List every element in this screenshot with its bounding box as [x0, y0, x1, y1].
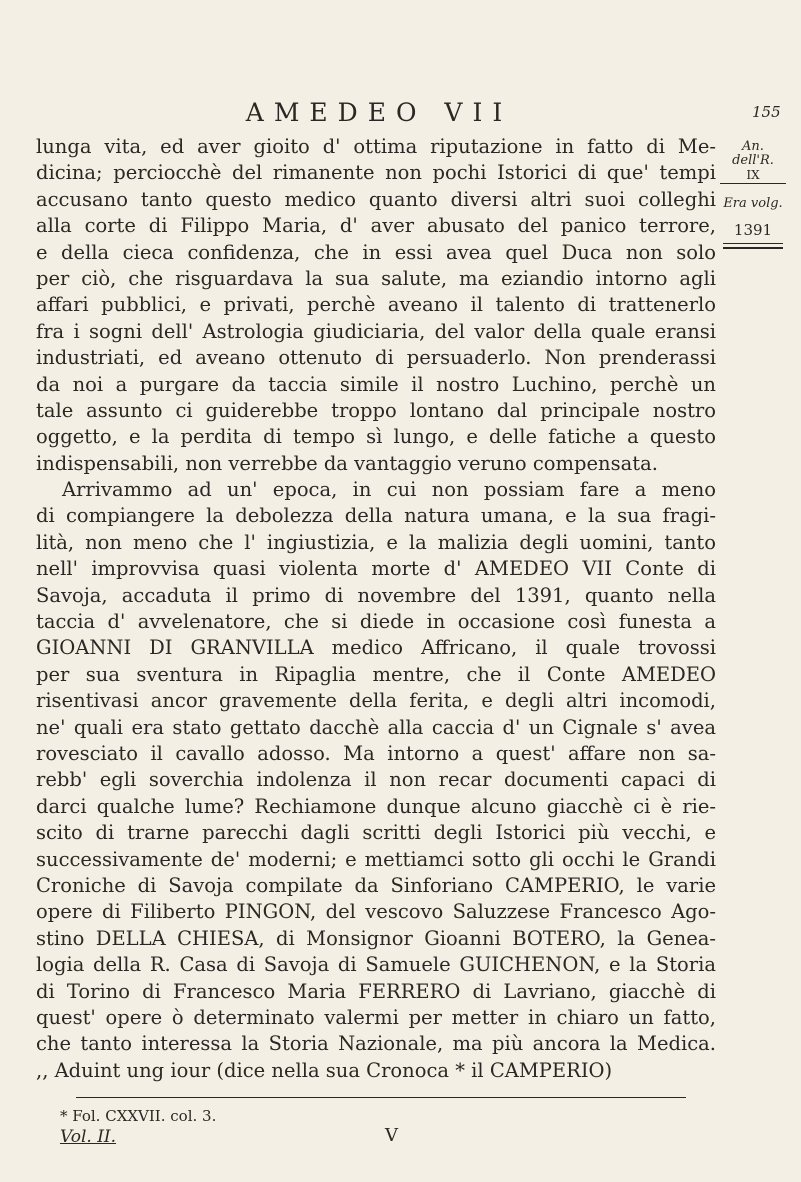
footnote-divider — [76, 1097, 686, 1098]
text-line: ,, Aduint ung iour (dice nella sua Cronoca * il CAMPERIO) — [36, 1058, 613, 1082]
text-line: lità, non meno che l' ingiustizia, e la malizia degli uomini, tanto — [36, 530, 716, 554]
text-line: oggetto, e la perdita di tempo sì lungo, e delle fatiche a questo — [36, 425, 716, 449]
text-line: scito di trarne parecchi dagli scritti degli Istorici più vecchi, e — [36, 821, 716, 845]
margin-note-rule — [723, 243, 783, 249]
margin-note-year: 1391 — [733, 221, 773, 239]
text-line: nell' improvvisa quasi violenta morte d' AMEDEO VII Conte di — [36, 557, 716, 581]
text-line: per sua sventura in Ripaglia mentre, che il Conte AMEDEO — [36, 662, 716, 686]
text-line: opere di Filiberto PINGON, del vescovo Saluzzese Francesco Ago- — [36, 900, 716, 924]
text-line: GIOANNI DI GRANVILLA medico Affricano, il quale trovossi — [36, 636, 716, 660]
text-line: di compiangere la debolezza della natura umana, e la sua fragi- — [36, 504, 716, 528]
gathering-signature-mark: V — [385, 1125, 398, 1146]
text-line: successivamente de' moderni; e mettiamci sotto gli occhi le Grandi — [36, 847, 716, 871]
text-line: stino DELLA CHIESA, di Monsignor Gioanni BOTERO, la Genea- — [36, 926, 716, 950]
text-line: per ciò, che risguardava la sua salute, ma eziandio intorno agli — [36, 266, 716, 290]
running-header-title: AMEDEO VII — [245, 98, 513, 127]
footnote: * Fol. CXXVII. col. 3. — [60, 1107, 217, 1125]
margin-note-year-of-reign-label: An. dell'R. — [732, 139, 774, 168]
text-line: rebb' egli soverchia indolenza il non recar documenti capaci di — [36, 768, 716, 792]
text-line: Savoja, accaduta il primo di novembre del 1391, quanto nella — [36, 583, 716, 607]
body-text — [36, 134, 716, 1084]
text-line: quest' opere ò determinato valermi per metter in chiaro un fatto, — [36, 1005, 716, 1029]
text-line: tale assunto ci guiderebbe troppo lontano dal principale nostro — [36, 398, 716, 422]
text-line: taccia d' avvelenatore, che si diede in occasione così funesta a — [36, 610, 716, 634]
page-number: 155 — [752, 103, 781, 121]
text-line: ne' quali era stato gettato dacchè alla caccia d' un Cignale s' avea — [36, 715, 716, 739]
text-line: da noi a purgare da taccia simile il nostro Luchino, perchè un — [36, 372, 716, 396]
text-line: logia della R. Casa di Savoja di Samuele GUICHENON, e la Storia — [36, 953, 716, 977]
text-line: lunga vita, ed aver gioito d' ottima riputazione in fatto di Me- — [36, 135, 716, 158]
text-line: che tanto interessa la Storia Nazionale, ma più ancora la Medica. — [36, 1032, 716, 1056]
text-line: indispensabili, non verrebbe da vantaggio veruno compensata. — [36, 451, 658, 475]
text-line: risentivasi ancor gravemente della ferita, e degli altri incomodi, — [36, 689, 716, 713]
volume-signature: Vol. II. — [60, 1127, 117, 1147]
margin-note-era-label: Era volg. — [723, 196, 783, 211]
text-line: Arrivammo ad un' epoca, in cui non possiam fare a meno — [62, 478, 716, 502]
text-line: fra i sogni dell' Astrologia giudiciaria, del valor della quale eransi — [36, 319, 716, 343]
margin-note — [720, 140, 786, 249]
text-line: e della cieca confidenza, che in essi avea quel Duca non solo — [36, 240, 716, 264]
text-line: di Torino di Francesco Maria FERRERO di Lavriano, giacchè di — [36, 979, 716, 1003]
text-line: industriati, ed aveano ottenuto di persuaderlo. Non prenderassi — [36, 346, 716, 370]
margin-note-reign-number: IX — [720, 168, 786, 184]
text-line: accusano tanto questo medico quanto diversi altri suoi colleghi — [36, 187, 716, 211]
text-line: darci qualche lume? Rechiamone dunque alcuno giacchè ci è rie- — [36, 794, 716, 818]
text-line: Croniche di Savoja compilate da Sinforiano CAMPERIO, le varie — [36, 873, 716, 897]
text-line: affari pubblici, e privati, perchè aveano il talento di trattenerlo — [36, 293, 716, 317]
text-line: alla corte di Filippo Maria, d' aver abusato del panico terrore, — [36, 214, 716, 238]
text-line: rovesciato il cavallo adosso. Ma intorno a quest' affare non sa- — [36, 741, 716, 765]
text-line: dicina; perciocchè del rimanente non pochi Istorici di que' tempi — [36, 161, 716, 185]
